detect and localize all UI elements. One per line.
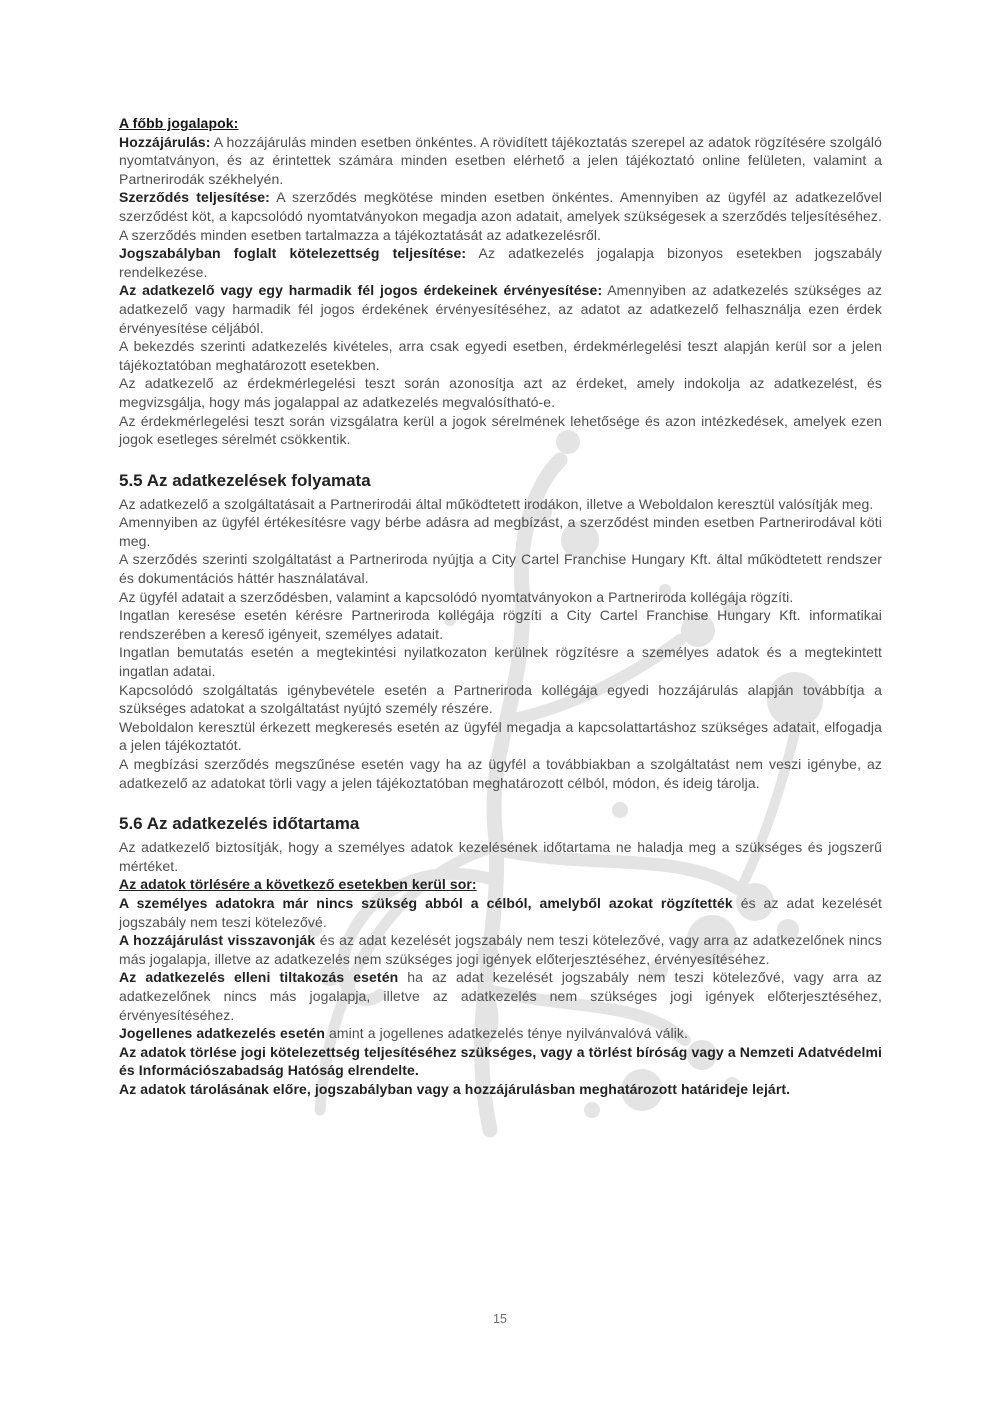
paragraph — [119, 513, 882, 550]
paragraph — [119, 374, 882, 411]
paragraph — [119, 755, 882, 792]
paragraph — [119, 606, 882, 643]
paragraph-text: Az adatkezelő a szolgáltatásait a Partnerirodái által működtetett irodákon, illetve a Weboldalon keresztül valósítják meg. — [119, 495, 874, 512]
legal-bases-heading — [119, 114, 882, 133]
paragraph-text: és az adat kezelését jogszabály nem teszi kötelezővé. — [119, 894, 883, 930]
deletion-cases-heading-text: Az adatok törlésére a következő esetekben kerül sor: — [119, 876, 477, 893]
paragraph-text: és az adat kezelését jogszabály nem teszi kötelezővé, vagy arra az adatkezelőnek nincs más jogalapja, illetve az adatkezelés nem szükséges jogi igények előterjesztéséhez, érvényesítéséhez. — [119, 932, 882, 967]
paragraph-text: ha az adat kezelését jogszabály nem teszi kötelezővé, vagy arra az adatkezelőnek nincs más jogalapja, illetve az adatkezelés nem szükséges jogi igények előterjesztéséhez, érvényesítéséhez. — [119, 969, 882, 1023]
paragraph-text: amint a jogellenes adatkezelés ténye nyilvánvalóvá válik. — [325, 1025, 689, 1042]
paragraph-lead: Az adatok tárolásának előre, jogszabályban vagy a hozzájárulásban meghatározott határideje lejárt. — [119, 1080, 791, 1097]
paragraph — [119, 550, 882, 587]
paragraph — [119, 838, 882, 875]
paragraph-text: Az ügyfél adatait a szerződésben, valamint a kapcsolódó nyomtatványokon a Partneriroda kollégája rögzíti. — [119, 588, 794, 605]
page-number: 15 — [493, 1312, 507, 1326]
paragraph-text: A megbízási szerződés megszűnése esetén vagy ha az ügyfél a továbbiakban a szolgáltatást nem veszi igénybe, az adatkezelő az adatokat törli vagy a jelen tájékoztatóban meghatározott célból, módon, és ideig tárolja. — [119, 756, 882, 791]
legal-bases-heading-text: A főbb jogalapok: — [119, 115, 239, 131]
paragraph-text: A szerződés szerinti szolgáltatást a Partneriroda nyújtja a City Cartel Franchise Hungary Kft. által működtetett rendszer és dokumentációs háttér használatával. — [119, 551, 882, 587]
section-56-heading: 5.6 Az adatkezelés időtartama — [119, 814, 360, 834]
paragraph-text: Amennyiben az adatkezelés szükséges az adatkezelő vagy harmadik fél jogos érdekének érvényesítéséhez, az adatot az adatkezelő felhasználja ezen érdek érvényesítése céljából. — [119, 282, 882, 336]
paragraph-lead: A személyes adatokra már nincs szükség abból a célból, amelyből azokat rögzítették — [119, 894, 733, 911]
paragraph-no-longer-needed — [119, 894, 882, 931]
paragraph — [119, 643, 882, 680]
paragraph — [119, 495, 882, 514]
paragraph-lead: Az adatok törlése jogi kötelezettség teljesítéséhez szükséges, vagy a törlést bíróság vagy a Nemzeti Adatvédelmi és Információszabadság Hatóság elrendelte. — [119, 1043, 882, 1079]
paragraph-lead: Hozzájárulás: — [119, 133, 211, 150]
paragraph-objection — [119, 968, 882, 1024]
paragraph-legitimate-interest — [119, 281, 882, 337]
paragraph-lead: Az adatkezelés elleni tiltakozás esetén — [119, 969, 399, 986]
paragraph-text: A szerződés megkötése minden esetben önkéntes. Amennyiben az ügyfél az adatkezelővel szerződést köt, a kapcsolódó nyomtatványokon megadja azon adatait, amelyek szükségesek a szerződés teljesítéséhez. A szerződés minden esetben tartalmazza a tájékoztatását az adatkezelésről. — [119, 189, 882, 243]
paragraph-text: Az adatkezelés jogalapja bizonyos esetekben jogszabály rendelkezése. — [119, 245, 882, 280]
page-content — [119, 114, 882, 1099]
paragraph-lead: Szerződés teljesítése: — [119, 189, 270, 206]
paragraph — [119, 337, 882, 374]
paragraph-text: Weboldalon keresztül érkezett megkeresés esetén az ügyfél megadja a kapcsolattartáshoz szükséges adatait, elfogadja a jelen tájékoztatót. — [119, 718, 882, 754]
paragraph-deadline-expired — [119, 1080, 882, 1099]
paragraph-legal-obligation — [119, 244, 882, 281]
deletion-cases-heading — [119, 875, 882, 894]
paragraph-text: Az adatkezelő az érdekmérlegelési teszt során azonosítja azt az érdeket, amely indokolja az adatkezelést, és megvizsgálja, hogy más jogalappal az adatkezelés megvalósítható-e. — [119, 375, 882, 410]
paragraph-text: Kapcsolódó szolgáltatás igénybevétele esetén a Partneriroda kollégája egyedi hozzájárulás alapján továbbítja a szükséges adatokat a szolgáltatást nyújtó személy részére. — [119, 681, 882, 717]
paragraph-lead: Az adatkezelő vagy egy harmadik fél jogos érdekeinek érvényesítése: — [119, 282, 603, 299]
paragraph — [119, 588, 882, 607]
paragraph-text: Ingatlan bemutatás esetén a megtekintési nyilatkozaton kerülnek rögzítésre a személyes adatok és a megtekintett ingatlan adatai. — [119, 644, 882, 680]
paragraph-consent — [119, 133, 882, 189]
paragraph — [119, 412, 882, 449]
paragraph — [119, 681, 882, 718]
paragraph-consent-withdrawn — [119, 931, 882, 968]
paragraph-text: A bekezdés szerinti adatkezelés kivételes, arra csak egyedi esetben, érdekmérlegelési teszt alapján kerül sor a jelen tájékoztatóban meghatározott esetekben. — [119, 338, 882, 373]
paragraph-lead: Jogellenes adatkezelés esetén — [119, 1025, 326, 1042]
paragraph-text: Ingatlan keresése esetén kérésre Partneriroda kollégája rögzíti a City Cartel Franchise Hungary Kft. informatikai rendszerében a kereső igényeit, személyes adatait. — [119, 607, 882, 642]
paragraph-text: Az adatkezelő biztosítják, hogy a személyes adatok kezelésének időtartama ne haladja meg a szükséges és jogszerű mértéket. — [119, 839, 882, 874]
paragraph-text: Az érdekmérlegelési teszt során vizsgálatra kerül a jogok sérelmének lehetősége és azon intézkedések, amelyek ezen jogok esetleges sérelmét csökkentik. — [119, 412, 882, 448]
section-55-heading: 5.5 Az adatkezelések folyamata — [119, 470, 371, 490]
paragraph-lead: Jogszabályban foglalt kötelezettség teljesítése: — [119, 245, 467, 262]
paragraph-unlawful-processing — [119, 1024, 882, 1043]
paragraph-court-order — [119, 1043, 882, 1080]
paragraph-lead: A hozzájárulást visszavonják — [119, 932, 316, 949]
paragraph — [119, 718, 882, 755]
paragraph-contract — [119, 188, 882, 244]
paragraph-text: Amennyiben az ügyfél értékesítésre vagy bérbe adásra ad megbízást, a szerződést minden esetben Partnerirodával köti meg. — [119, 514, 882, 549]
paragraph-text: A hozzájárulás minden esetben önkéntes. A rövidített tájékoztatás szerepel az adatok rögzítésére szolgáló nyomtatványon, és az érintettek számára minden esetben elérhető a jelen tájékoztató online felületen, valamint a Partnerirodák székhelyén. — [119, 133, 882, 187]
